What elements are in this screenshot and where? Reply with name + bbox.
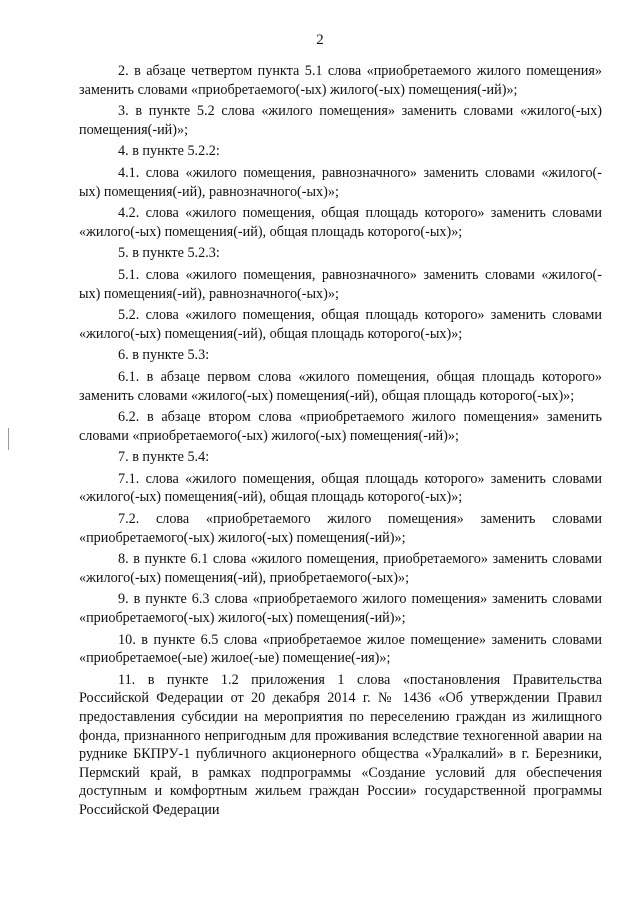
- paragraph-4-1: 4.1. слова «жилого помещения, равнозначного» заменить словами «жилого(-ых) помещения(-ий), равнозначного(-ых)»;: [79, 164, 602, 200]
- paragraph-2: 2. в абзаце четвертом пункта 5.1 слова «приобретаемого жилого помещения» заменить словами «приобретаемого(-ых) жилого(-ых) помещения(-ий)»;: [79, 63, 602, 98]
- paragraph-5-1: 5.1. слова «жилого помещения, равнозначного» заменить словами «жилого(-ых) помещения(-ий), равнозначного(-ых)»;: [79, 266, 602, 302]
- paragraph-11: 11. в пункте 1.2 приложения 1 слова «постановления Правительства Российской Федерации от 20 декабря 2014 г. № 1436 «Об утверждении Правил предоставления субсидии на мероприятия по переселению граждан из жилищного фонда, признанного непригодным для проживания вследствие техногенной аварии на руднике БКПРУ-1 публичного акционерного общества «Уралкалий» в г. Березники, Пермский край, в рамках подпрограммы «Создание условий для обеспечения доступным и комфортным жильем граждан России» государственной программы Российской Федерации: [79, 671, 602, 818]
- paragraph-7-1: 7.1. слова «жилого помещения, общая площадь которого» заменить словами «жилого(-ых) помещения(-ий), общая площадь которого(-ых)»;: [79, 470, 602, 506]
- paragraph-7: 7. в пункте 5.4:: [118, 449, 210, 466]
- paragraph-7-2: 7.2. слова «приобретаемого жилого помещения» заменить словами «приобретаемого(-ых) жилого(-ых) помещения(-ий)»;: [79, 511, 602, 546]
- paragraph-6: 6. в пункте 5.3:: [118, 347, 210, 364]
- paragraph-6-1: 6.1. в абзаце первом слова «жилого помещения, общая площадь которого» заменить словами «жилого(-ых) помещения(-ий), общая площадь которого(-ых)»;: [79, 368, 602, 404]
- paragraph-10: 10. в пункте 6.5 слова «приобретаемое жилое помещение» заменить словами «приобретаемое(-ые) жилое(-ые) помещение(-ия)»;: [79, 631, 602, 667]
- paragraph-5-2: 5.2. слова «жилого помещения, общая площадь которого» заменить словами «жилого(-ых) помещения(-ий), общая площадь которого(-ых)»;: [79, 307, 602, 342]
- paragraph-5: 5. в пункте 5.2.3:: [118, 245, 220, 262]
- document-body: [79, 62, 602, 823]
- paragraph-8: 8. в пункте 6.1 слова «жилого помещения, приобретаемого» заменить словами «жилого(-ых) помещения(-ий), приобретаемого(-ых)»;: [79, 551, 602, 586]
- page-number: 2: [316, 32, 324, 48]
- paragraph-4-2: 4.2. слова «жилого помещения, общая площадь которого» заменить словами «жилого(-ых) помещения(-ий), общая площадь которого(-ых)»;: [79, 205, 602, 240]
- margin-mark: [8, 428, 9, 450]
- paragraph-3: 3. в пункте 5.2 слова «жилого помещения» заменить словами «жилого(-ых) помещения(-ий)»;: [79, 103, 602, 138]
- paragraph-4: 4. в пункте 5.2.2:: [118, 143, 220, 160]
- paragraph-9: 9. в пункте 6.3 слова «приобретаемого жилого помещения» заменить словами «приобретаемого(-ых) жилого(-ых) помещения(-ий)»;: [79, 591, 602, 627]
- paragraph-6-2: 6.2. в абзаце втором слова «приобретаемого жилого помещения» заменить словами «приобретаемого(-ых) жилого(-ых) помещения(-ий)»;: [79, 409, 602, 444]
